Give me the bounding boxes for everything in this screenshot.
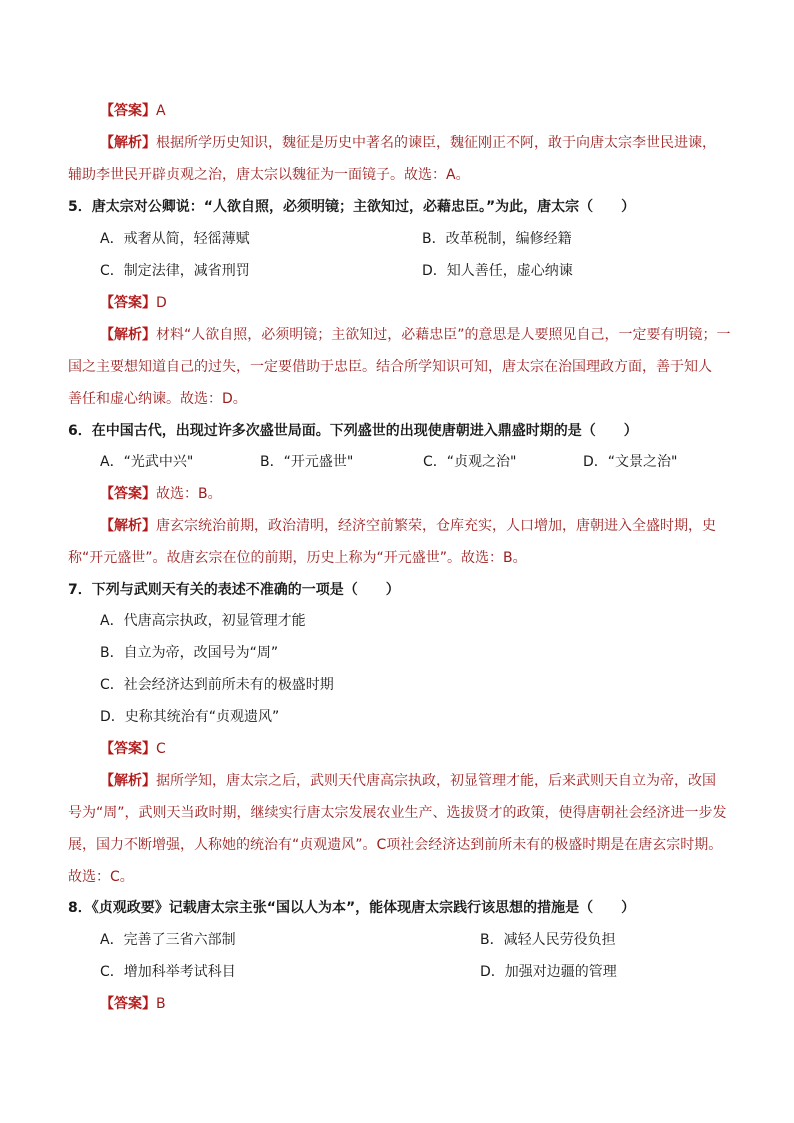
- analysis-text: 材料“人欲自照，必须明镜；主欲知过，必藉忠臣”的意思是人要照见自己，一定要有明镜；一: [156, 327, 731, 343]
- analysis-line: [100, 133, 716, 153]
- answer-label: 【答案】: [100, 741, 156, 757]
- question-stem-5: 5．唐太宗对公卿说：“人欲自照，必须明镜；主欲知过，必藉忠臣。”为此，唐太宗（ ）: [68, 199, 636, 215]
- analysis-line: [100, 771, 716, 791]
- option-7d: D．史称其统治有“贞观遗风”: [100, 709, 280, 725]
- analysis-text: 国之主要想知道自己的过失，一定要借助于忠臣。结合所学知识可知，唐太宗在治国理政方面，善于知人: [68, 359, 712, 375]
- option-8d: D．加强对边疆的管理: [480, 964, 617, 980]
- analysis-line: [100, 325, 731, 345]
- option-5b: B．改革税制，编修经籍: [422, 231, 572, 247]
- analysis-text: 唐玄宗统治前期，政治清明，经济空前繁荣，仓库充实，人口增加，唐朝进入全盛时期，史: [156, 518, 716, 534]
- analysis-text: 根据所学历史知识，魏征是历史中著名的谏臣，魏征刚正不阿，敢于向唐太宗李世民进谏，: [156, 135, 716, 151]
- answer-value: 故选：B。: [156, 486, 222, 502]
- option-5c: C．制定法律，减省刑罚: [100, 263, 250, 279]
- answer-line: [100, 484, 222, 504]
- analysis-label: 【解析】: [100, 135, 156, 151]
- answer-value: C: [156, 741, 166, 757]
- analysis-label: 【解析】: [100, 518, 156, 534]
- analysis-text: 善任和虚心纳谏。故选：D。: [68, 391, 247, 407]
- analysis-text: 号为“周”，武则天当政时期，继续实行唐太宗发展农业生产、选拔贤才的政策，使得唐朝社会经济进一步发: [68, 805, 727, 821]
- option-6b: B．“开元盛世": [260, 454, 354, 470]
- option-7c: C．社会经济达到前所未有的极盛时期: [100, 677, 334, 693]
- option-6d: D．“文景之治": [583, 454, 678, 470]
- answer-line: [100, 739, 166, 759]
- analysis-text: 称“开元盛世”。故唐玄宗在位的前期，历史上称为“开元盛世”。故选：B。: [68, 550, 527, 566]
- answer-value: B: [156, 996, 166, 1012]
- option-7a: A．代唐高宗执政，初显管理才能: [100, 613, 306, 629]
- option-8b: B．减轻人民劳役负担: [480, 932, 616, 948]
- answer-line: [100, 293, 167, 313]
- question-stem-7: 7．下列与武则天有关的表述不准确的一项是（ ）: [68, 582, 400, 598]
- analysis-text: 据所学知，唐太宗之后，武则天代唐高宗执政，初显管理才能，后来武则天自立为帝，改国: [156, 773, 716, 789]
- answer-value: A: [156, 103, 166, 119]
- option-8a: A．完善了三省六部制: [100, 932, 236, 948]
- answer-label: 【答案】: [100, 103, 156, 119]
- answer-line: [100, 994, 166, 1014]
- answer-label: 【答案】: [100, 486, 156, 502]
- analysis-label: 【解析】: [100, 773, 156, 789]
- answer-label: 【答案】: [100, 295, 156, 311]
- answer-label: 【答案】: [100, 996, 156, 1012]
- option-6a: A．“光武中兴": [100, 454, 194, 470]
- question-stem-8: 8．《贞观政要》记载唐太宗主张“国以人为本”，能体现唐太宗践行该思想的措施是（ ）: [68, 900, 636, 916]
- option-8c: C．增加科举考试科目: [100, 964, 236, 980]
- option-5d: D．知人善任，虚心纳谏: [422, 263, 573, 279]
- analysis-text: 展，国力不断增强，人称她的统治有“贞观遗风”。C项社会经济达到前所未有的极盛时期是在唐玄宗时期。: [68, 837, 723, 853]
- option-5a: A．戒奢从简，轻徭薄赋: [100, 231, 250, 247]
- analysis-line: [100, 516, 716, 536]
- analysis-label: 【解析】: [100, 327, 156, 343]
- analysis-text: 辅助李世民开辟贞观之治，唐太宗以魏征为一面镜子。故选：A。: [68, 167, 470, 183]
- option-7b: B．自立为帝，改国号为“周”: [100, 645, 279, 661]
- answer-line: [100, 101, 166, 121]
- answer-value: D: [156, 295, 167, 311]
- option-6c: C．“贞观之治": [423, 454, 517, 470]
- analysis-text: 故选：C。: [68, 869, 134, 885]
- question-stem-6: 6．在中国古代，出现过许多次盛世局面。下列盛世的出现使唐朝进入鼎盛时期的是（ ）: [68, 423, 638, 439]
